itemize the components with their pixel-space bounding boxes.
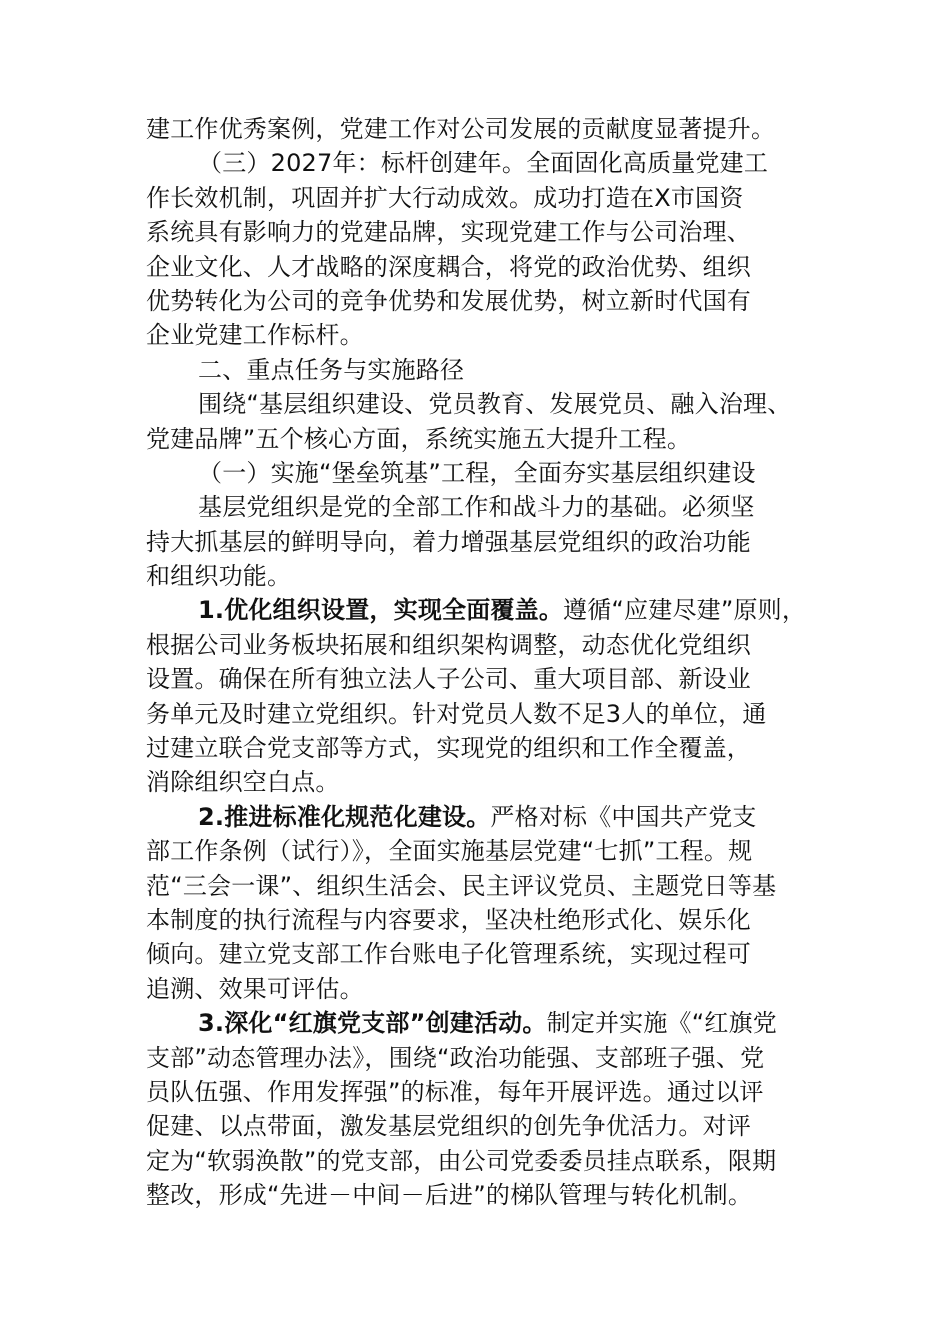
heading-paragraph-line	[146, 593, 810, 627]
paragraph-line: 员队伍强、作用发挥强”的标准，每年开展评选。通过以评	[146, 1077, 764, 1106]
paragraph-line: 定为“软弱涣散”的党支部，由公司党委委员挂点联系，限期	[146, 1146, 777, 1175]
paragraph-line: 根据公司业务板块拓展和组织架构调整，动态优化党组织	[146, 630, 751, 659]
bold-heading-text: 3.深化“红旗党支部”创建活动。	[198, 1009, 547, 1038]
line-text: 严格对标《中国共产党支	[490, 802, 757, 831]
paragraph-line: 企业文化、人才战略的深度耦合，将党的政治优势、组织	[146, 252, 751, 281]
line-text: 遵循“应建尽建”原则，	[563, 596, 807, 625]
paragraph-line: 基层党组织是党的全部工作和战斗力的基础。必须坚	[198, 493, 755, 522]
paragraph-line: 倾向。建立党支部工作台账电子化管理系统，实现过程可	[146, 940, 751, 969]
paragraph-line: 整改，形成“先进－中间－后进”的梯队管理与转化机制。	[146, 1181, 753, 1210]
paragraph-line: 过建立联合党支部等方式，实现党的组织和工作全覆盖，	[146, 734, 751, 763]
paragraph-line: 系统具有影响力的党建品牌，实现党建工作与公司治理、	[146, 218, 751, 247]
paragraph-line: 党建品牌”五个核心方面，系统实施五大提升工程。	[146, 424, 692, 453]
paragraph-line: 设置。确保在所有独立法人子公司、重大项目部、新设业	[146, 665, 751, 694]
paragraph-line: 建工作优秀案例，党建工作对公司发展的贡献度显著提升。	[146, 115, 776, 143]
paragraph-line: 消除组织空白点。	[146, 768, 340, 797]
paragraph-line: 务单元及时建立党组织。针对党员人数不足3人的单位，通	[146, 699, 767, 728]
paragraph-line: 优势转化为公司的竞争优势和发展优势，树立新时代国有	[146, 286, 751, 315]
paragraph-line: （三）2027年：标杆创建年。全面固化高质量党建工	[198, 149, 769, 178]
paragraph-line: 和组织功能。	[146, 562, 292, 591]
paragraph-line: 本制度的执行流程与内容要求，坚决杜绝形式化、娱乐化	[146, 905, 751, 934]
paragraph-line: 促建、以点带面，激发基层党组织的创先争优活力。对评	[146, 1112, 751, 1141]
heading-paragraph-line	[146, 1006, 810, 1040]
document-body	[146, 112, 810, 1213]
paragraph-line: 范“三会一课”、组织生活会、民主评议党员、主题党日等基	[146, 871, 777, 900]
paragraph-line: 企业党建工作标杆。	[146, 321, 364, 350]
bold-heading-text: 2.推进标准化规范化建设。	[198, 802, 491, 831]
paragraph-line: 作长效机制，巩固并扩大行动成效。成功打造在X市国资	[146, 183, 744, 212]
paragraph-line: 二、重点任务与实施路径	[198, 355, 465, 384]
bold-heading-text: 1.优化组织设置，实现全面覆盖。	[198, 596, 564, 625]
paragraph-line: 持大抓基层的鲜明导向，着力增强基层党组织的政治功能	[146, 527, 751, 556]
line-text: 制定并实施《“红旗党	[546, 1009, 777, 1038]
paragraph-line: 支部”动态管理办法》，围绕“政治功能强、支部班子强、党	[146, 1043, 765, 1072]
heading-paragraph-line	[146, 800, 810, 834]
paragraph-line: （一）实施“堡垒筑基”工程，全面夯实基层组织建设	[198, 458, 756, 487]
paragraph-line: 围绕“基层组织建设、党员教育、发展党员、融入治理、	[198, 390, 792, 419]
paragraph-line: 部工作条例（试行）》，全面实施基层党建“七抓”工程。规	[146, 837, 753, 866]
paragraph-line: 追溯、效果可评估。	[146, 974, 364, 1003]
